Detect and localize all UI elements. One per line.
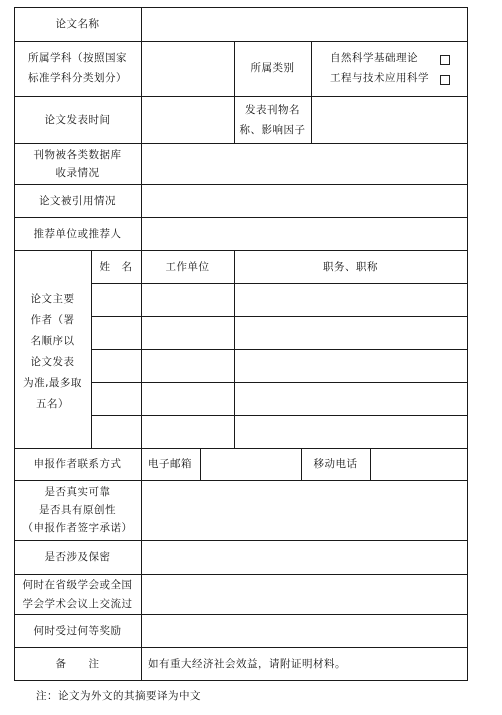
index-label-line1: 刊物被各类数据库: [33, 149, 122, 161]
award-label: 何时受过何等奖励: [33, 625, 122, 637]
journal-field[interactable]: [312, 97, 467, 143]
secret-label: 是否涉及保密: [44, 551, 111, 563]
col-position-header: 职务、职称: [323, 261, 378, 273]
author-row[interactable]: [92, 350, 467, 382]
discipline-field[interactable]: [142, 42, 234, 96]
remarks-label: 备 注: [55, 658, 100, 670]
rule: [467, 7, 468, 681]
author-row[interactable]: [92, 416, 467, 448]
mobile-label: 移动电话: [313, 458, 358, 470]
option-basic-text: 自然科学基础理论: [330, 52, 418, 64]
col-unit-header: 工作单位: [165, 261, 210, 273]
discipline-label-line1: 所属学科（按照国家: [28, 52, 127, 64]
option-applied-text: 工程与技术应用科学: [330, 72, 429, 84]
exchange-label-line1: 何时在省级学会或全国: [22, 579, 133, 591]
exchange-label-line2: 学会学术会议上交流过: [22, 598, 133, 610]
journal-label-line1: 发表刊物名: [245, 104, 300, 116]
col-name-header: 姓 名: [99, 261, 133, 273]
recommender-label: 推荐单位或推荐人: [33, 228, 122, 240]
option-applied-checkbox[interactable]: [440, 75, 450, 85]
author-row[interactable]: [92, 317, 467, 349]
authors-label-line5: 为准,最多取: [23, 377, 82, 389]
exchange-field[interactable]: [142, 575, 467, 614]
secret-field[interactable]: [142, 541, 467, 574]
journal-label-line2: 称、影响因子: [239, 124, 306, 136]
rule: [14, 680, 468, 681]
mobile-field[interactable]: [371, 449, 467, 480]
signature-field[interactable]: [142, 481, 467, 540]
category-label: 所属类别: [250, 62, 295, 74]
award-field[interactable]: [142, 615, 467, 647]
paper-title-label: 论文名称: [55, 18, 100, 30]
authenticity-line3: （申报作者签字承诺）: [22, 522, 133, 534]
recommender-field[interactable]: [142, 218, 467, 250]
author-row[interactable]: [92, 383, 467, 415]
authenticity-line2: 是否具有原创性: [39, 504, 116, 516]
author-row[interactable]: [92, 284, 467, 316]
publish-time-label: 论文发表时间: [44, 114, 111, 126]
authors-label-line4: 论文发表: [30, 356, 75, 368]
authors-label-line1: 论文主要: [30, 293, 75, 305]
citation-label: 论文被引用情况: [39, 195, 116, 207]
authors-label-line2: 作者（署: [30, 314, 75, 326]
index-field[interactable]: [142, 144, 467, 184]
footnote: 注：论文为外文的其摘要译为中文: [36, 690, 201, 702]
authors-label-line6: 五名）: [36, 398, 69, 410]
index-label-line2: 收录情况: [55, 167, 100, 179]
rule: [14, 250, 468, 251]
publish-time-field[interactable]: [142, 97, 234, 143]
remarks-text: 如有重大经济社会效益，请附证明材料。: [148, 658, 346, 670]
authenticity-line1: 是否真实可靠: [44, 486, 111, 498]
contact-label: 申报作者联系方式: [33, 458, 122, 470]
option-applied-science[interactable]: [330, 68, 429, 88]
paper-title-field[interactable]: [142, 8, 467, 41]
authors-label-line3: 名顺序以: [30, 335, 75, 347]
email-label: 电子邮箱: [148, 458, 192, 470]
email-field[interactable]: [201, 449, 301, 480]
rule: [14, 41, 468, 42]
citation-field[interactable]: [142, 185, 467, 217]
option-basic-science[interactable]: [330, 48, 418, 68]
option-basic-checkbox[interactable]: [440, 55, 450, 65]
discipline-label-line2: 标准学科分类划分）: [28, 72, 127, 84]
rule: [14, 647, 468, 648]
